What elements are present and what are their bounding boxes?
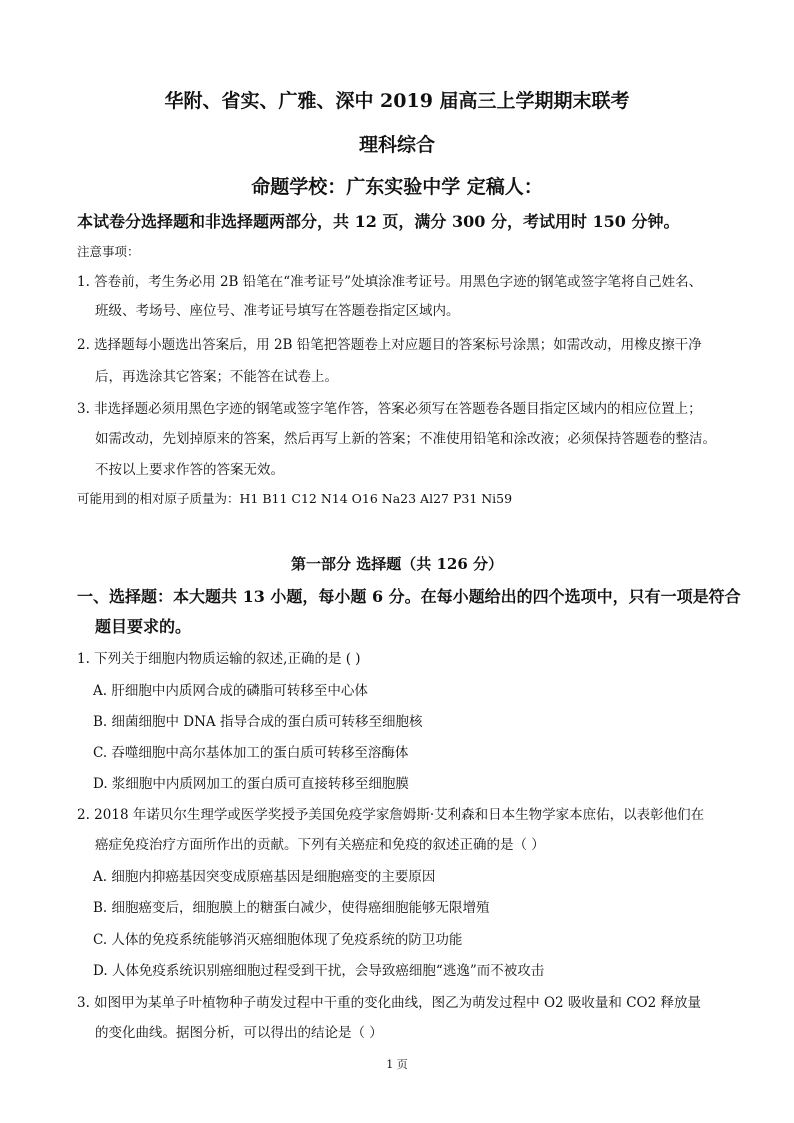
- question-1-option-c: C. 吞噬细胞中高尔基体加工的蛋白质可转移至溶酶体: [93, 745, 409, 761]
- part-1-heading: 第一部分 选择题（共 126 分）: [291, 555, 503, 573]
- question-2-stem-line-2: 癌症免疫治疗方面所作出的贡献。下列有关癌症和免疫的叙述正确的是（ ）: [95, 837, 545, 853]
- question-2-option-c: C. 人体的免疫系统能够消灭癌细胞体现了免疫系统的防卫功能: [93, 932, 463, 948]
- exam-summary: 本试卷分选择题和非选择题两部分，共 12 页，满分 300 分，考试用时 150 分钟。: [77, 212, 680, 231]
- question-3-stem-line-2: 的变化曲线。据图分析，可以得出的结论是（ ）: [95, 1025, 383, 1041]
- note-2-line-2: 后，再选涂其它答案；不能答在试卷上。: [95, 369, 338, 385]
- page-number: 1 页: [386, 1058, 408, 1071]
- note-3-line-3: 不按以上要求作答的答案无效。: [95, 462, 284, 478]
- exam-title: 华附、省实、广雅、深中 2019 届高三上学期期末联考: [164, 90, 630, 112]
- note-3-line-2: 如需改动，先划掉原来的答案，然后再写上新的答案；不准使用铅笔和涂改液；必须保持答题卷的整洁。: [95, 431, 716, 447]
- question-1-option-a: A. 肝细胞中内质网合成的磷脂可转移至中心体: [93, 683, 368, 699]
- question-2-option-d: D. 人体免疫系统识别癌细胞过程受到干扰，会导致癌细胞“逃逸”而不被攻击: [93, 963, 545, 979]
- exam-subtitle: 理科综合: [358, 134, 435, 156]
- notes-heading: 注意事项：: [77, 244, 140, 259]
- question-1-stem: 1. 下列关于细胞内物质运输的叙述,正确的是 ( ): [77, 651, 361, 667]
- note-3-line-1: 3. 非选择题必须用黑色字迹的钢笔或签字笔作答，答案必须写在答题卷各题目指定区域内的相应位置上；: [77, 401, 702, 417]
- question-1-option-b: B. 细菌细胞中 DNA 指导合成的蛋白质可转移至细胞核: [93, 714, 423, 730]
- question-1-option-d: D. 浆细胞中内质网加工的蛋白质可直接转移至细胞膜: [93, 776, 409, 792]
- question-2-stem-line-1: 2. 2018 年诺贝尔生理学或医学奖授予美国免疫学家詹姆斯·艾利森和日本生物学家本庶佑，以表彰他们在: [77, 807, 705, 823]
- question-3-stem-line-1: 3. 如图甲为某单子叶植物种子萌发过程中干重的变化曲线，图乙为萌发过程中 O2 吸收量和 CO2 释放量: [77, 995, 701, 1011]
- note-1-line-1: 1. 答卷前，考生务必用 2B 铅笔在“准考证号”处填涂准考证号。用黑色字迹的钢笔或签字笔将自己姓名、: [77, 274, 703, 290]
- atomic-masses: 可能用到的相对原子质量为：H1 B11 C12 N14 O16 Na23 Al27 P31 Ni59: [77, 491, 513, 506]
- question-2-option-a: A. 细胞内抑癌基因突变成原癌基因是细胞癌变的主要原因: [93, 869, 436, 885]
- note-1-line-2: 班级、考场号、座位号、准考证号填写在答题卷指定区域内。: [95, 303, 460, 319]
- note-2-line-1: 2. 选择题每小题选出答案后，用 2B 铅笔把答题卷上对应题目的答案标号涂黑；如需改动，用橡皮擦干净: [77, 337, 702, 353]
- section-1-instruction-line-2: 题目要求的。: [95, 617, 192, 636]
- school-line: 命题学校：广东实验中学 定稿人：: [251, 176, 543, 198]
- question-2-option-b: B. 细胞癌变后，细胞膜上的糖蛋白减少，使得癌细胞能够无限增殖: [93, 900, 490, 916]
- section-1-instruction-line-1: 一、选择题：本大题共 13 小题，每小题 6 分。在每小题给出的四个选项中，只有一项是符合: [77, 587, 741, 606]
